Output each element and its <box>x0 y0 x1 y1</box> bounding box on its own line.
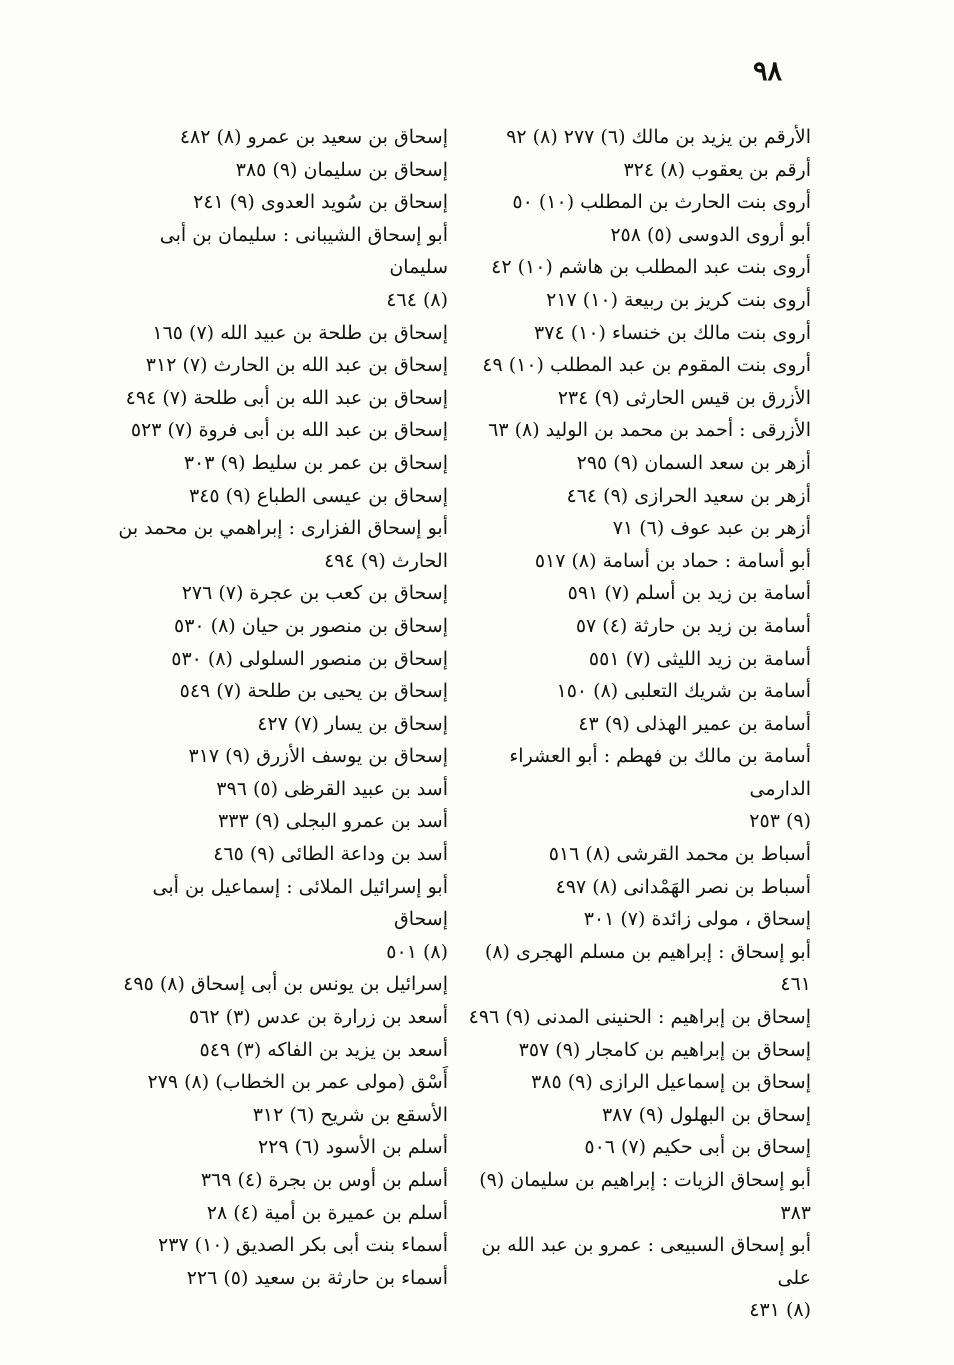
index-entry: أبو إسحاق الزيات : إبراهيم بن سليمان (٩) <box>479 1169 811 1191</box>
index-entry: إسحاق بن منصور بن حيان (٨) ٥٣٠ <box>173 614 448 637</box>
index-entry: أروى بنت الحارث بن المطلب (١٠) ٥٠ <box>512 191 811 214</box>
index-entry: الأزرقى : أحمد بن محمد بن الوليد (٨) ٦٣ <box>488 419 811 442</box>
index-entry: إسحاق بن كعب بن عجرة (٧) ٢٧٦ <box>181 582 448 605</box>
index-entry: أبو إسحاق السبيعى : عمرو بن عبد الله بن على <box>481 1234 811 1289</box>
index-entry: الأزرق بن قيس الحارثى (٩) ٢٣٤ <box>557 386 811 409</box>
index-entry: أروى بنت المقوم بن عبد المطلب (١٠) ٤٩ <box>482 354 811 377</box>
index-entry: إسحاق بن سعيد بن عمرو (٨) ٤٨٢ <box>179 126 448 148</box>
index-entry: إسحاق بن إسماعيل الرازى (٩) ٣٨٥ <box>531 1071 811 1094</box>
index-entry: أسعد بن يزيد بن الفاكه (٣) ٥٤٩ <box>199 1038 448 1061</box>
index-entry: أسد بن وداعة الطائى (٩) ٤٦٥ <box>213 843 448 866</box>
index-entry: إسحاق بن إبراهيم بن كامجار (٩) ٣٥٧ <box>518 1038 811 1061</box>
index-entry: الأرقم بن يزيد بن مالك (٦) ٢٧٧ (٨) ٩٢ <box>506 126 811 148</box>
index-entry: إسحاق ، مولى زائدة (٧) ٣٠١ <box>583 908 811 931</box>
index-entry: أسامة بن شريك التعلبى (٨) ١٥٠ <box>556 680 811 703</box>
index-entry: أسماء بنت أبى بكر الصديق (١٠) ٢٣٧ <box>157 1234 448 1257</box>
index-entry: أبو أروى الدوسى (٥) ٢٥٨ <box>610 223 811 246</box>
index-entry: أزهر بن سعد السمان (٩) ٢٩٥ <box>576 451 811 474</box>
index-entry: إسحاق بن طلحة بن عبيد الله (٧) ١٦٥ <box>152 321 448 344</box>
index-entry: إسحاق بن سُويد العدوى (٩) ٢٤١ <box>193 191 448 214</box>
index-entry: أسلم بن الأسود (٦) ٢٢٩ <box>257 1136 448 1159</box>
index-entry: إسحاق بن عبد الله بن أبى فروة (٧) ٥٢٣ <box>130 419 448 442</box>
index-entry: أسد بن عبيد القرظى (٥) ٣٩٦ <box>216 777 448 800</box>
index-entry: أبو إسحاق الشيبانى : سليمان بن أبى سليمان <box>159 223 448 279</box>
index-entry: أبو إسحاق : إبراهيم بن مسلم الهجرى (٨) ٤٦١ <box>484 940 811 996</box>
index-entry: أرقم بن يعقوب (٨) ٣٢٤ <box>623 158 811 181</box>
index-entry: إسحاق بن منصور السلولى (٨) ٥٣٠ <box>171 647 448 670</box>
index-entry-continuation: الحارث (٩) ٤٩٤ <box>324 549 448 572</box>
index-entry: أروى بنت كريز بن ربيعة (١٠) ٢١٧ <box>546 288 811 311</box>
index-entry-continuation: (٩) ٢٥٣ <box>749 810 811 833</box>
index-column-left <box>98 121 448 1294</box>
index-entry: أسباط بن نصر الهَمْدانى (٨) ٤٩٧ <box>555 875 811 898</box>
index-entry: أبو إسحاق الفزارى : إبراهمي بن محمد بن <box>118 517 448 540</box>
index-entry: أروى بنت عبد المطلب بن هاشم (١٠) ٤٢ <box>491 256 811 279</box>
index-entry: أبو أسامة : حماد بن أسامة (٨) ٥١٧ <box>534 549 811 572</box>
index-entry: أسامة بن عمير الهذلى (٩) ٤٣ <box>578 712 811 735</box>
index-entry: أسامة بن مالك بن فهطم : أبو العشراء الدارمى <box>509 745 811 800</box>
index-entry: أسباط بن محمد القرشى (٨) ٥١٦ <box>548 843 811 866</box>
index-entry-continuation: (٨) ٤٦٤ <box>386 288 448 311</box>
index-entry: أزهر بن سعيد الحرازى (٩) ٤٦٤ <box>566 484 811 507</box>
page-number: ٩٨ <box>752 56 782 87</box>
index-entry: أسلم بن أوس بن بجرة (٤) ٣٦٩ <box>200 1169 448 1191</box>
index-entry: إسحاق بن سليمان (٩) ٣٨٥ <box>235 158 448 181</box>
index-entry: إسحاق بن عيسى الطباع (٩) ٣٤٥ <box>189 484 448 507</box>
index-entry: إسحاق بن إبراهيم : الحنينى المدنى (٩) ٤٩٦ <box>468 1006 811 1029</box>
index-entry: إسحاق بن يوسف الأزرق (٩) ٣١٧ <box>188 745 448 768</box>
index-entry: أسامة بن زيد بن حارثة (٤) ٥٧ <box>575 614 811 637</box>
index-entry: أروى بنت مالك بن خنساء (١٠) ٣٧٤ <box>534 321 811 344</box>
index-entry: إسحاق بن يحيى بن طلحة (٧) ٥٤٩ <box>179 680 448 703</box>
index-entry: إسحاق بن أبى حكيم (٧) ٥٠٦ <box>584 1136 811 1159</box>
index-entry: إسحاق بن عبد الله بن أبى طلحة (٧) ٤٩٤ <box>125 386 448 409</box>
index-entry: أسعد بن زرارة بن عدس (٣) ٥٦٢ <box>188 1006 448 1029</box>
index-entry: أسد بن عمرو البجلى (٩) ٣٣٣ <box>218 810 448 833</box>
index-entry: أبو إسرائيل الملائى : إسماعيل بن أبى إسحاق <box>152 875 448 931</box>
index-column-right <box>451 121 811 1327</box>
index-entry: إسحاق بن عبد الله بن الحارث (٧) ٣١٢ <box>145 354 448 377</box>
index-entry: أسامة بن زيد الليثى (٧) ٥٥١ <box>588 647 811 670</box>
index-entry: أسماء بن حارثة بن سعيد (٥) ٢٢٦ <box>186 1266 448 1289</box>
index-entry: أَسْق (مولى عمر بن الخطاب) (٨) ٢٧٩ <box>147 1071 448 1094</box>
index-entry: الأسقع بن شريح (٦) ٣١٢ <box>252 1103 448 1126</box>
index-entry-continuation: ٣٨٣ <box>780 1201 811 1224</box>
index-entry: إسحاق بن يسار (٧) ٤٢٧ <box>257 712 448 735</box>
index-entry: أزهر بن عبد عوف (٦) ٧١ <box>612 517 811 540</box>
index-entry: إسحاق بن عمر بن سليط (٩) ٣٠٣ <box>183 451 448 474</box>
index-entry-continuation: (٨) ٥٠١ <box>386 940 448 963</box>
index-entry: أسامة بن زيد بن أسلم (٧) ٥٩١ <box>567 582 811 605</box>
index-entry-continuation: (٨) ٤٣١ <box>749 1299 811 1322</box>
index-entry: أسلم بن عميرة بن أمية (٤) ٢٨ <box>206 1201 448 1224</box>
index-entry: إسحاق بن البهلول (٩) ٣٨٧ <box>601 1103 811 1126</box>
index-entry: إسرائيل بن يونس بن أبى إسحاق (٨) ٤٩٥ <box>123 973 448 996</box>
